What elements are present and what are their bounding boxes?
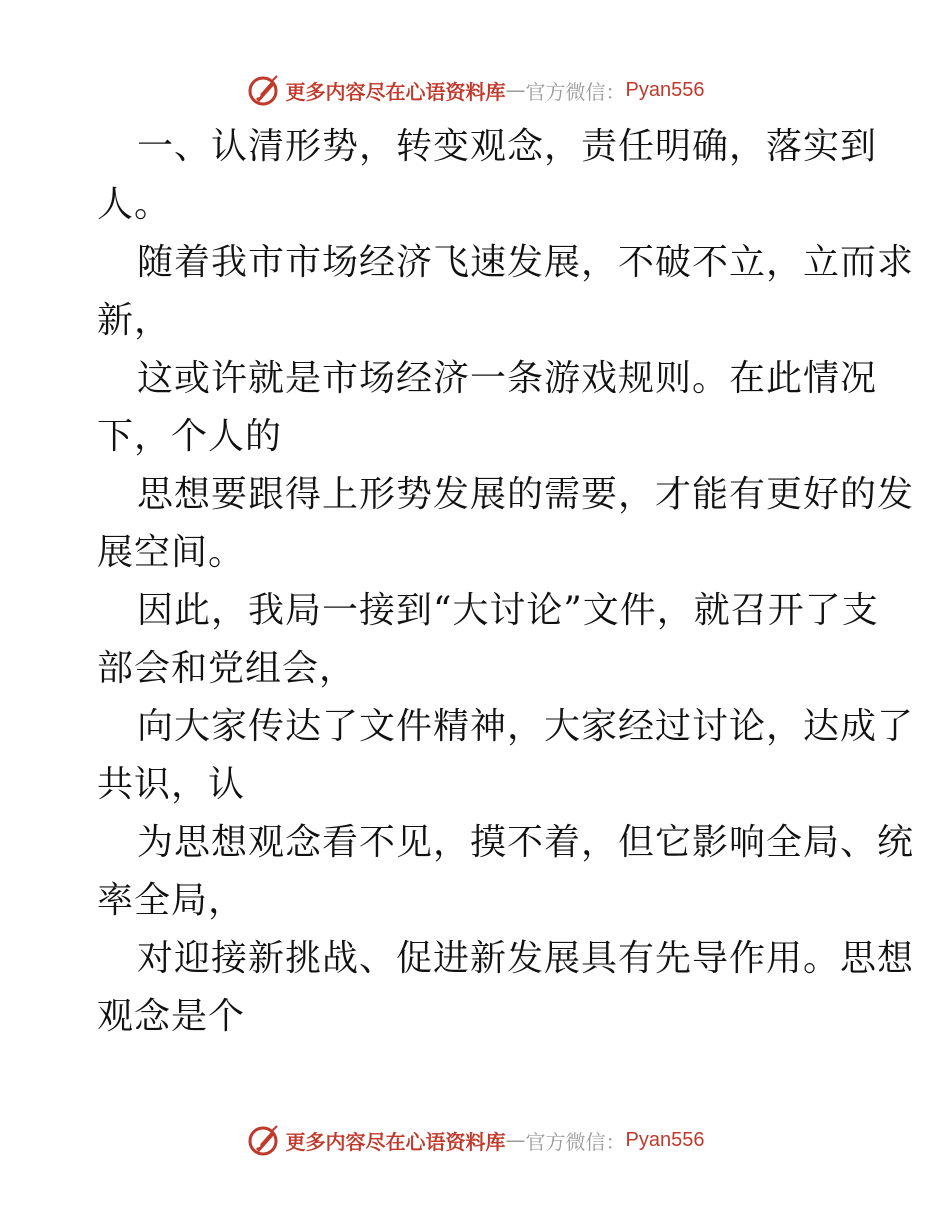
text-line: 新， — [97, 300, 172, 341]
quill-pen-logo-icon — [246, 73, 280, 107]
text-line: 为思想观念看不见，摸不着，但它影响全局、统 — [137, 822, 915, 863]
footer-banner — [0, 1120, 950, 1160]
wechat-label: 官方微信： — [525, 1129, 626, 1154]
text-line: 向大家传达了文件精神，大家经过讨论，达成了 — [137, 706, 915, 747]
text-line: 对迎接新挑战、促进新发展具有先导作用。思想 — [137, 938, 915, 979]
quill-pen-logo-icon — [246, 1123, 280, 1157]
text-line: 因此，我局一接到“大讨论”文件，就召开了支 — [137, 590, 879, 631]
text-line: 随着我市市场经济飞速发展，不破不立，立而求 — [137, 242, 915, 283]
wechat-handle: Pyan556 — [625, 78, 705, 101]
text-line: 人。 — [97, 184, 172, 225]
document-body — [97, 118, 915, 1046]
brand-text: 更多内容尽在心语资料库 — [285, 79, 506, 104]
text-line: 率全局， — [97, 880, 246, 921]
text-line: 观念是个 — [97, 996, 246, 1037]
text-line: 一、认清形势，转变观念，责任明确，落实到 — [137, 126, 878, 167]
wechat-label: 官方微信： — [525, 79, 626, 104]
text-line: 共识，认 — [97, 764, 246, 805]
text-line: 思想要跟得上形势发展的需要，才能有更好的发 — [137, 474, 915, 515]
banner-dash: — — [505, 1128, 526, 1152]
text-line: 展空间。 — [97, 532, 246, 573]
text-line: 下，个人的 — [97, 416, 283, 457]
wechat-handle: Pyan556 — [625, 1128, 705, 1151]
text-line: 这或许就是市场经济一条游戏规则。在此情况 — [137, 358, 878, 399]
header-banner — [0, 70, 950, 110]
banner-dash: — — [505, 78, 526, 102]
text-line: 部会和党组会， — [97, 648, 357, 689]
brand-text: 更多内容尽在心语资料库 — [285, 1129, 506, 1154]
